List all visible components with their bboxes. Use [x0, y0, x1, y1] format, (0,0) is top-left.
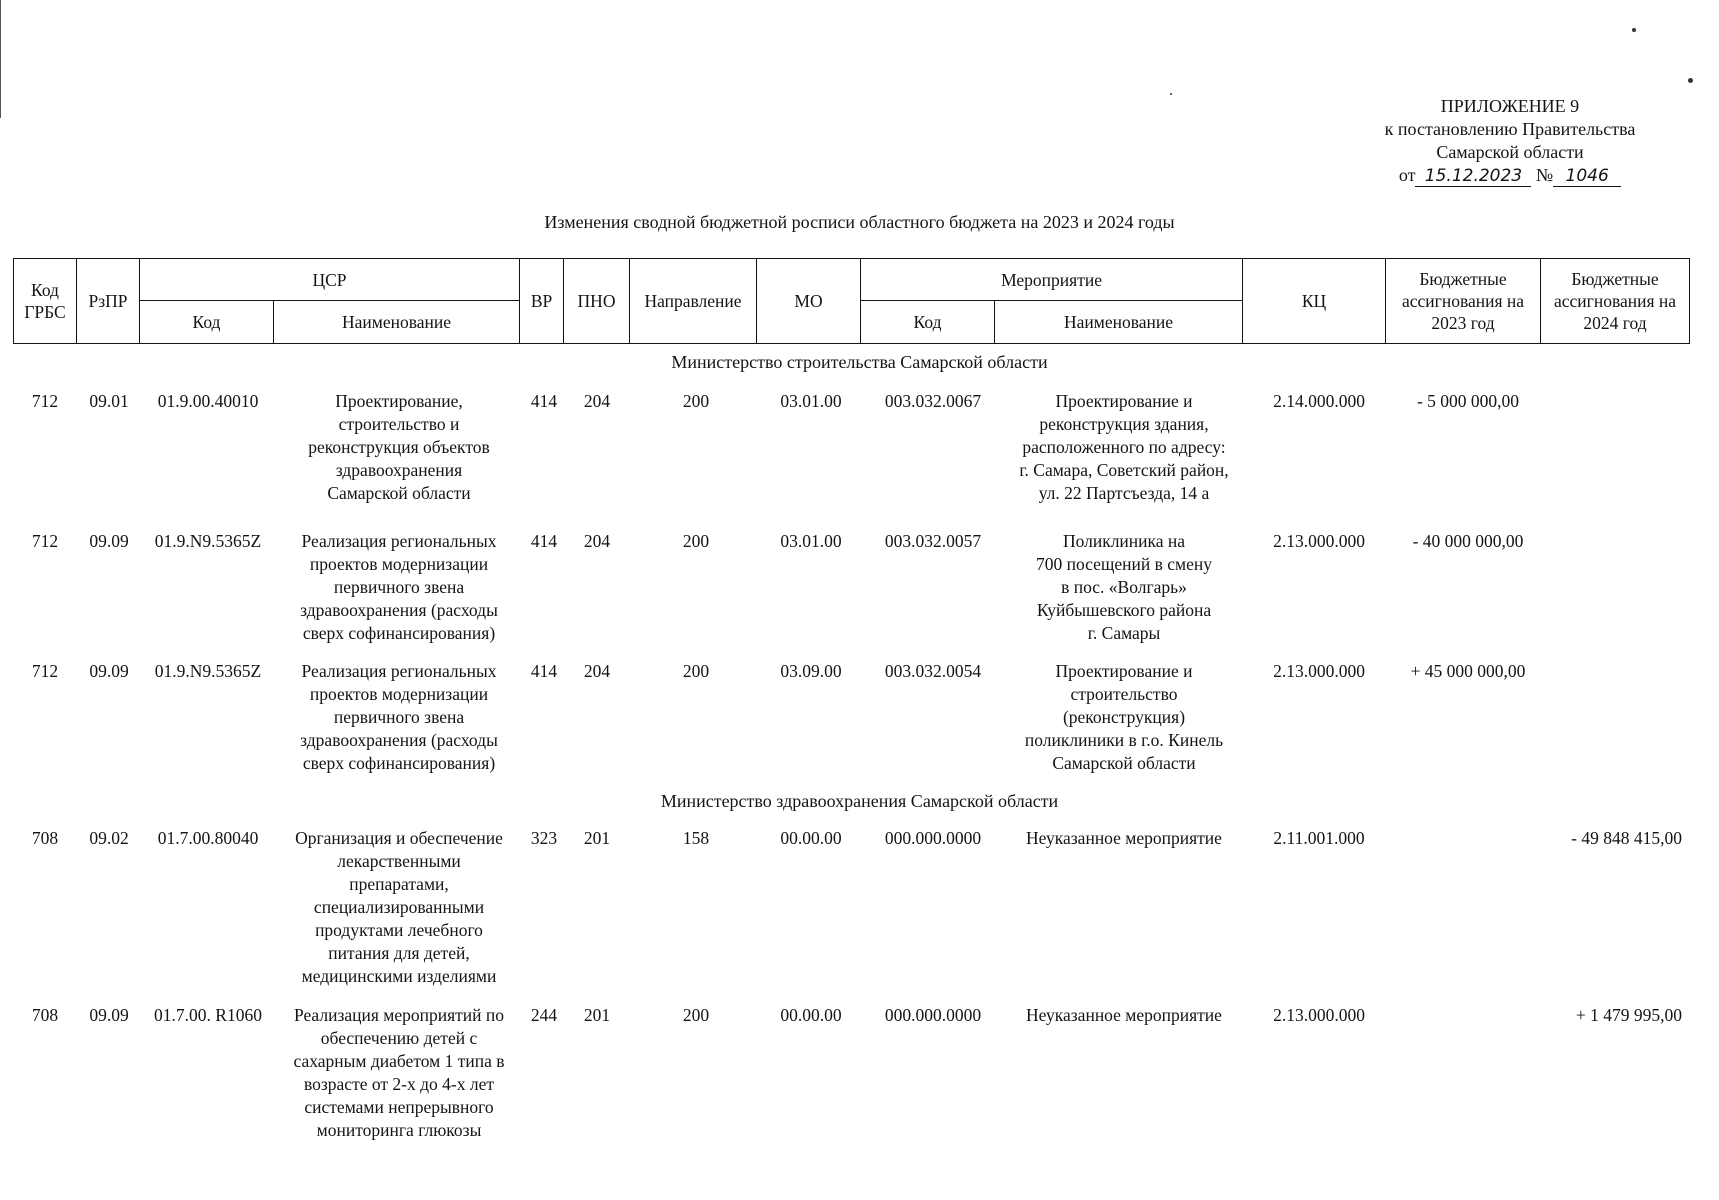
- cell-pno: 204: [583, 661, 611, 681]
- cell-grbs: 712: [31, 531, 59, 551]
- cell-vr: 323: [530, 828, 558, 848]
- appendix-line1: к постановлению Правительства: [1384, 119, 1636, 139]
- cell-csr-code: 01.9.N9.5365Z: [154, 531, 262, 551]
- header-table: [13, 258, 1690, 344]
- cell-direction: 200: [682, 661, 710, 681]
- cell-direction: 158: [682, 828, 710, 848]
- table-row: [0, 1004, 1719, 1154]
- section-title: Министерство здравоохранения Самарской области: [660, 791, 1059, 811]
- cell-grbs: 708: [31, 828, 59, 848]
- date-prefix: от: [1398, 165, 1416, 185]
- cell-mo: 00.00.00: [780, 828, 842, 848]
- header-csr-code: Код: [140, 301, 274, 344]
- cell-rzpr: 09.02: [89, 828, 129, 848]
- cell-pno: 204: [583, 531, 611, 551]
- appendix-line2: Самарской области: [1436, 142, 1584, 162]
- cell-rzpr: 09.09: [89, 1005, 129, 1025]
- header-rzpr: РзПР: [77, 259, 140, 344]
- cell-csr-name: Реализация региональных проектов модернизации первичного звена здравоохранения (расходы сверх софинансирования): [300, 531, 498, 643]
- cell-budget-2024: - 49 848 415,00: [1571, 828, 1682, 848]
- cell-mo: 03.01.00: [780, 531, 842, 551]
- cell-csr-code: 01.9.00.40010: [157, 391, 259, 411]
- header-measure: Мероприятие: [861, 259, 1243, 301]
- cell-budget-2023: - 40 000 000,00: [1412, 531, 1524, 551]
- appendix-block: [1310, 95, 1710, 187]
- cell-rzpr: 09.09: [89, 661, 129, 681]
- header-mo: МО: [757, 259, 861, 344]
- scan-speck: [1170, 93, 1172, 95]
- cell-csr-name: Проектирование, строительство и реконструкция объектов здравоохранения Самарской области: [308, 391, 490, 503]
- table-row: [0, 827, 1719, 1002]
- scan-speck: [1688, 78, 1693, 83]
- cell-measure-code: 003.032.0054: [884, 661, 982, 681]
- header-csr: ЦСР: [140, 259, 520, 301]
- header-direction: Направление: [630, 259, 757, 344]
- document-title: Изменения сводной бюджетной росписи областного бюджета на 2023 и 2024 годы: [544, 212, 1175, 232]
- cell-measure-code: 000.000.0000: [884, 828, 982, 848]
- header-budget-2024: Бюджетные ассигнования на 2024 год: [1541, 259, 1690, 344]
- cell-kc: 2.13.000.000: [1273, 1005, 1365, 1025]
- header-budget-2023: Бюджетные ассигнования на 2023 год: [1386, 259, 1541, 344]
- cell-kc: 2.13.000.000: [1273, 661, 1365, 681]
- cell-kc: 2.11.001.000: [1273, 828, 1365, 848]
- cell-measure-code: 000.000.0000: [884, 1005, 982, 1025]
- handwritten-number: 1046: [1553, 166, 1621, 187]
- appendix-date-line: [1310, 164, 1710, 187]
- cell-vr: 244: [530, 1005, 558, 1025]
- cell-pno: 204: [583, 391, 611, 411]
- cell-direction: 200: [682, 391, 710, 411]
- cell-csr-code: 01.7.00. R1060: [154, 1005, 262, 1025]
- cell-measure-name: Поликлиника на 700 посещений в смену в пос. «Волгарь» Куйбышевского района г. Самары: [1036, 531, 1212, 643]
- cell-csr-name: Организация и обеспечение лекарственными препаратами, специализированными продуктами лечебного питания для детей, медицинскими изделиями: [295, 828, 503, 986]
- cell-mo: 03.09.00: [780, 661, 842, 681]
- table-row: [0, 390, 1719, 550]
- cell-mo: 03.01.00: [780, 391, 842, 411]
- cell-grbs: 712: [31, 391, 59, 411]
- cell-csr-code: 01.7.00.80040: [157, 828, 259, 848]
- scan-speck: [1632, 28, 1636, 32]
- cell-vr: 414: [530, 391, 558, 411]
- handwritten-date: 15.12.2023: [1415, 166, 1531, 187]
- cell-measure-name: Проектирование и строительство (реконструкция) поликлиники в г.о. Кинель Самарской области: [1024, 661, 1224, 773]
- cell-mo: 00.00.00: [780, 1005, 842, 1025]
- cell-budget-2023: + 45 000 000,00: [1410, 661, 1526, 681]
- section-title: Министерство строительства Самарской области: [671, 352, 1048, 372]
- cell-measure-code: 003.032.0057: [884, 531, 982, 551]
- cell-budget-2023: - 5 000 000,00: [1416, 391, 1520, 411]
- cell-pno: 201: [583, 1005, 611, 1025]
- cell-measure-name: Проектирование и реконструкция здания, расположенного по адресу: г. Самара, Советский район, ул. 22 Партсъезда, 14 а: [1019, 391, 1229, 503]
- cell-csr-code: 01.9.N9.5365Z: [154, 661, 262, 681]
- cell-grbs: 708: [31, 1005, 59, 1025]
- cell-vr: 414: [530, 531, 558, 551]
- cell-csr-name: Реализация региональных проектов модернизации первичного звена здравоохранения (расходы сверх софинансирования): [300, 661, 498, 773]
- header-csr-name: Наименование: [274, 301, 520, 344]
- header-grbs: Код ГРБС: [14, 259, 77, 344]
- header-kc: КЦ: [1243, 259, 1386, 344]
- cell-pno: 201: [583, 828, 611, 848]
- cell-kc: 2.13.000.000: [1273, 531, 1365, 551]
- cell-rzpr: 09.01: [89, 391, 129, 411]
- cell-vr: 414: [530, 661, 558, 681]
- cell-measure-name: Неуказанное мероприятие: [1026, 828, 1222, 848]
- cell-measure-name: Неуказанное мероприятие: [1026, 1005, 1222, 1025]
- cell-measure-code: 003.032.0067: [884, 391, 982, 411]
- header-measure-code: Код: [861, 301, 995, 344]
- cell-rzpr: 09.09: [89, 531, 129, 551]
- cell-direction: 200: [682, 531, 710, 551]
- cell-direction: 200: [682, 1005, 710, 1025]
- cell-csr-name: Реализация мероприятий по обеспечению детей с сахарным диабетом 1 типа в возрасте от 2-х до 4-х лет системами непрерывного мониторинга глюкозы: [293, 1005, 505, 1140]
- header-measure-name: Наименование: [995, 301, 1243, 344]
- header-vr: ВР: [520, 259, 564, 344]
- scan-margin-line: [0, 0, 1, 118]
- cell-kc: 2.14.000.000: [1273, 391, 1365, 411]
- number-prefix: №: [1535, 165, 1554, 185]
- header-pno: ПНО: [564, 259, 630, 344]
- cell-grbs: 712: [31, 661, 59, 681]
- cell-budget-2024: + 1 479 995,00: [1575, 1005, 1682, 1025]
- appendix-title: ПРИЛОЖЕНИЕ 9: [1440, 96, 1580, 116]
